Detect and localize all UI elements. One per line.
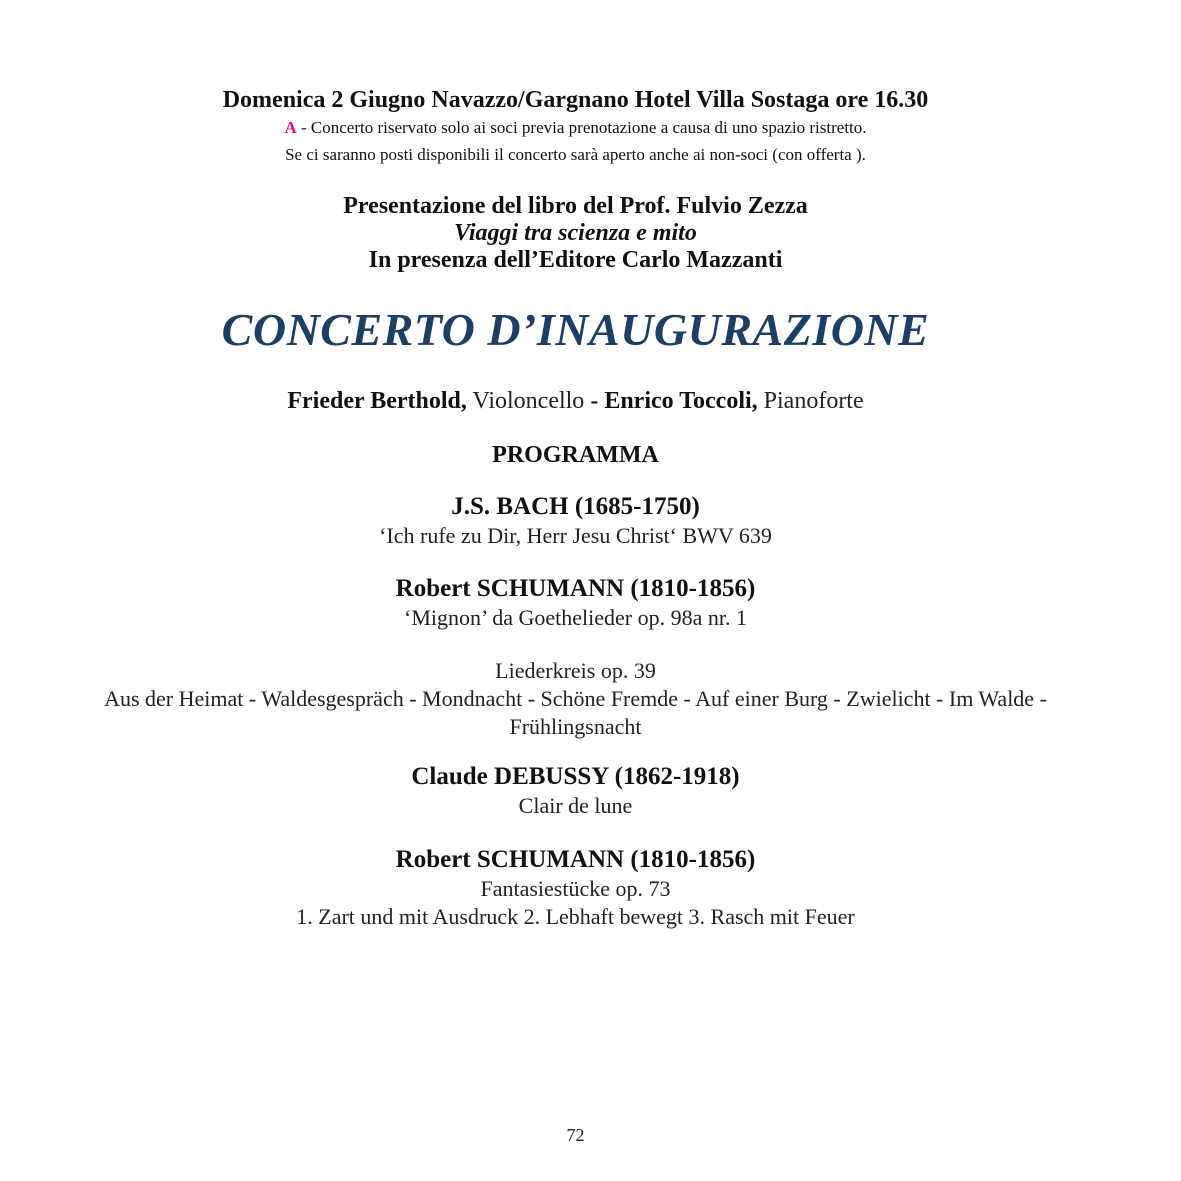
work-title: ‘Mignon’ da Goethelieder op. 98a nr. 1	[404, 605, 747, 630]
performer-name: Frieder Berthold,	[287, 388, 467, 414]
book-title: Viaggi tra scienza e mito	[454, 220, 697, 246]
booking-note-line-2: Se ci saranno posti disponibili il concerto sarà aperto anche ai non-soci (con offerta ).	[285, 145, 866, 164]
program-item	[0, 762, 1151, 820]
work-title: Clair de lune	[518, 793, 633, 818]
book-presentation-line: Presentazione del libro del Prof. Fulvio Zezza	[343, 193, 808, 219]
program-item	[0, 574, 1151, 632]
work-title: Liederkreis op. 39	[495, 658, 656, 683]
program-item	[0, 657, 1151, 741]
work-movements: Aus der Heimat - Waldesgespräch - Mondnacht - Schöne Fremde - Auf einer Burg - Zwielicht - Im Walde -	[104, 686, 1047, 711]
composer-name: Robert SCHUMANN (1810-1856)	[395, 846, 756, 873]
work-movements: Frühlingsnacht	[509, 714, 642, 739]
book-presentation	[0, 193, 1151, 274]
performers	[0, 386, 1151, 416]
composer-name: Robert SCHUMANN (1810-1856)	[395, 575, 756, 602]
note-text: - Concerto riservato solo ai soci previa prenotazione a causa di uno spazio ristretto.	[296, 118, 867, 137]
programma-heading: PROGRAMMA	[492, 442, 659, 468]
program-item	[0, 492, 1151, 550]
concert-title: CONCERTO D’INAUGURAZIONE	[221, 304, 930, 355]
performer-instrument: Violoncello	[466, 388, 591, 414]
performer-separator: -	[590, 388, 605, 414]
program-item	[0, 845, 1151, 931]
composer-name: J.S. BACH (1685-1750)	[451, 493, 700, 520]
composer-name: Claude DEBUSSY (1862-1918)	[411, 763, 740, 790]
performer-instrument: Pianoforte	[757, 388, 864, 414]
work-title: Fantasiestücke op. 73	[480, 876, 671, 901]
note-marker: A	[284, 118, 297, 137]
page-number: 72	[566, 1125, 585, 1145]
work-title: ‘Ich rufe zu Dir, Herr Jesu Christ‘ BWV 639	[379, 523, 772, 548]
performer-name: Enrico Toccoli,	[604, 388, 758, 414]
editor-line: In presenza dell’Editore Carlo Mazzanti	[368, 247, 783, 273]
event-title: Domenica 2 Giugno Navazzo/Gargnano Hotel Villa Sostaga ore 16.30	[222, 87, 929, 113]
work-movements: 1. Zart und mit Ausdruck 2. Lebhaft bewegt 3. Rasch mit Feuer	[296, 904, 855, 929]
booking-note-line-1	[0, 114, 1151, 141]
